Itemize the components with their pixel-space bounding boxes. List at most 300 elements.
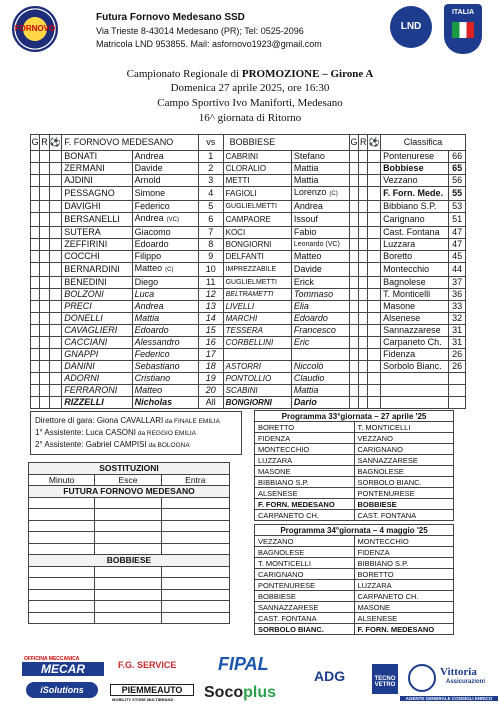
fixture-home: CARIGNANO bbox=[255, 569, 355, 580]
shirt-number: 17 bbox=[198, 349, 223, 361]
away-player-lastname: GUGLIELMETTI bbox=[223, 277, 291, 289]
away-goal-cell bbox=[349, 239, 358, 251]
away-player-firstname bbox=[291, 175, 349, 187]
standings-team: Bibbiano S.P. bbox=[381, 201, 449, 213]
home-player-lastname: ZERMANI bbox=[62, 163, 132, 175]
away-goal-cell bbox=[349, 151, 358, 163]
substitution-cell[interactable] bbox=[95, 566, 161, 578]
home-player-firstname-text: Davide bbox=[134, 163, 163, 173]
home-player-firstname bbox=[132, 163, 198, 175]
away-ball-cell bbox=[368, 373, 381, 385]
away-player-firstname-text: Claudio bbox=[293, 373, 325, 383]
fixture-away: BORETTO bbox=[354, 569, 454, 580]
sponsor-mecar-top: OFFICINA MECCANICA bbox=[24, 656, 80, 662]
fixture-away: BOBBIESE bbox=[354, 499, 454, 510]
home-goal-cell bbox=[31, 263, 40, 277]
away-player-firstname-text: Andrea bbox=[293, 201, 323, 211]
fixture-home: PONTENURESE bbox=[255, 580, 355, 591]
standings-points: 26 bbox=[449, 349, 466, 361]
away-goal-cell bbox=[349, 325, 358, 337]
standings-points: 56 bbox=[449, 175, 466, 187]
sponsor-adg: ADG bbox=[314, 668, 346, 684]
away-player-lastname: TESSERA bbox=[223, 325, 291, 337]
italia-logo: ITALIA bbox=[444, 4, 482, 54]
away-player-lastname: BONGIORNI bbox=[223, 239, 291, 251]
match-round: 16^ giornata di Ritorno bbox=[198, 112, 302, 124]
sponsor-tecnovetro: TECNO VETRO bbox=[372, 664, 398, 694]
fixture-row bbox=[255, 569, 454, 580]
away-player-firstname-text: Edoardo bbox=[293, 313, 328, 323]
substitution-cell[interactable] bbox=[161, 601, 229, 613]
home-goal-cell bbox=[31, 277, 40, 289]
home-card-cell bbox=[40, 151, 49, 163]
away-player-lastname: BELTRAMETTI bbox=[223, 289, 291, 301]
away-card-cell bbox=[359, 263, 368, 277]
substitution-cell[interactable] bbox=[29, 543, 95, 555]
shirt-number: 6 bbox=[198, 213, 223, 227]
away-player-lastname: FAGIOLI bbox=[223, 187, 291, 201]
away-card-cell bbox=[359, 175, 368, 187]
substitution-cell[interactable] bbox=[29, 509, 95, 521]
ball-icon: ⚽ bbox=[49, 135, 62, 151]
standings-points: 36 bbox=[449, 289, 466, 301]
substitution-cell[interactable] bbox=[161, 497, 229, 509]
fixture-home: BORETTO bbox=[255, 422, 355, 433]
match-date: Domenica 27 aprile 2025, ore 16:30 bbox=[170, 82, 330, 94]
home-card-cell bbox=[40, 251, 49, 263]
home-ball-cell bbox=[49, 263, 62, 277]
championship-title: Campionato Regionale di PROMOZIONE – Girone A bbox=[126, 68, 374, 80]
away-player-firstname-text: Eric bbox=[293, 337, 310, 347]
away-player-lastname: IMPREZZABILE bbox=[223, 263, 291, 277]
away-card-cell bbox=[359, 277, 368, 289]
substitution-cell[interactable] bbox=[161, 520, 229, 532]
away-goal-cell bbox=[349, 349, 358, 361]
standings-points: 33 bbox=[449, 301, 466, 313]
home-card-cell bbox=[40, 227, 49, 239]
substitution-cell[interactable] bbox=[161, 589, 229, 601]
home-player-firstname-text: Nicholas bbox=[134, 397, 173, 407]
fixture-home: SANNAZZARESE bbox=[255, 602, 355, 613]
home-card-cell bbox=[40, 301, 49, 313]
away-card-cell bbox=[359, 397, 368, 409]
home-card-cell bbox=[40, 213, 49, 227]
home-goal-cell bbox=[31, 187, 40, 201]
substitution-row bbox=[29, 589, 230, 601]
away-card-cell bbox=[359, 163, 368, 175]
lineup-row bbox=[31, 373, 466, 385]
home-player-firstname bbox=[132, 361, 198, 373]
home-ball-cell bbox=[49, 337, 62, 349]
substitution-cell[interactable] bbox=[95, 497, 161, 509]
away-ball-cell bbox=[368, 313, 381, 325]
away-player-lastname: PONTOLLIO bbox=[223, 373, 291, 385]
away-player-firstname-text: Elia bbox=[293, 301, 309, 311]
substitution-cell[interactable] bbox=[95, 601, 161, 613]
substitution-cell[interactable] bbox=[29, 497, 95, 509]
standings-points: 32 bbox=[449, 313, 466, 325]
home-player-firstname-text: Andrea bbox=[134, 151, 164, 161]
home-card-cell bbox=[40, 349, 49, 361]
shirt-number: 12 bbox=[198, 289, 223, 301]
fixture-row bbox=[255, 499, 454, 510]
shirt-number: 14 bbox=[198, 313, 223, 325]
fixture-home: BIBBIANO S.P. bbox=[255, 477, 355, 488]
home-goal-cell bbox=[31, 373, 40, 385]
home-goal-cell bbox=[31, 239, 40, 251]
away-goal-cell bbox=[349, 251, 358, 263]
fixture-away: T. MONTICELLI bbox=[354, 422, 454, 433]
home-goal-cell bbox=[31, 301, 40, 313]
home-ball-cell bbox=[49, 187, 62, 201]
away-player-lastname: MARCHI bbox=[223, 313, 291, 325]
standings-team: Fidenza bbox=[381, 349, 449, 361]
shirt-number: 20 bbox=[198, 385, 223, 397]
standings-team bbox=[381, 397, 449, 409]
away-player-firstname-text: Francesco bbox=[293, 325, 336, 335]
home-player-firstname-text: Edoardo bbox=[134, 325, 169, 335]
shirt-number: 1 bbox=[198, 151, 223, 163]
home-player-firstname bbox=[132, 263, 198, 277]
substitution-cell[interactable] bbox=[95, 543, 161, 555]
substitution-cell[interactable] bbox=[29, 589, 95, 601]
subs-home-team: FUTURA FORNOVO MEDESANO bbox=[29, 486, 230, 498]
home-player-firstname-text: Matteo bbox=[134, 385, 163, 395]
substitution-cell[interactable] bbox=[29, 601, 95, 613]
away-goal-cell bbox=[349, 175, 358, 187]
fixture-row bbox=[255, 455, 454, 466]
fixture-row bbox=[255, 580, 454, 591]
standings-points bbox=[449, 397, 466, 409]
col-goals: G bbox=[31, 135, 40, 151]
substitution-row bbox=[29, 612, 230, 624]
home-card-cell bbox=[40, 239, 49, 251]
col-cards-away: R bbox=[359, 135, 368, 151]
substitution-cell[interactable] bbox=[29, 566, 95, 578]
home-captain-tag: (VC) bbox=[166, 217, 179, 223]
fixture-home: T. MONTICELLI bbox=[255, 558, 355, 569]
fixture-row bbox=[255, 488, 454, 499]
away-player-firstname-text: Fabio bbox=[293, 227, 317, 237]
home-card-cell bbox=[40, 397, 49, 409]
substitution-cell[interactable] bbox=[29, 578, 95, 590]
home-card-cell bbox=[40, 163, 49, 175]
home-ball-cell bbox=[49, 373, 62, 385]
away-player-firstname bbox=[291, 373, 349, 385]
away-goal-cell bbox=[349, 289, 358, 301]
home-player-lastname: BENEDINI bbox=[62, 277, 132, 289]
home-player-firstname bbox=[132, 201, 198, 213]
lineup-row bbox=[31, 361, 466, 373]
home-player-firstname-text: Matteo bbox=[134, 263, 163, 273]
home-player-firstname-text: Filippo bbox=[134, 251, 162, 261]
home-goal-cell bbox=[31, 251, 40, 263]
substitution-row bbox=[29, 520, 230, 532]
shirt-number: 13 bbox=[198, 301, 223, 313]
fixture-row bbox=[255, 444, 454, 455]
letterhead bbox=[0, 0, 500, 60]
club-name: Futura Fornovo Medesano SSD bbox=[96, 12, 245, 23]
home-player-lastname: PRECI bbox=[62, 301, 132, 313]
lineup-table bbox=[30, 134, 466, 409]
shirt-number: 19 bbox=[198, 373, 223, 385]
standings-team: Cast. Fontana bbox=[381, 227, 449, 239]
fixture-row bbox=[255, 613, 454, 624]
home-ball-cell bbox=[49, 163, 62, 175]
away-player-firstname-text: Niccolò bbox=[293, 361, 324, 371]
lineup-row bbox=[31, 337, 466, 349]
home-player-lastname: BERNARDINI bbox=[62, 263, 132, 277]
home-card-cell bbox=[40, 201, 49, 213]
home-player-lastname: GNAPPI bbox=[62, 349, 132, 361]
home-card-cell bbox=[40, 289, 49, 301]
assistant1-line: 1° Assistente: Luca CASONI da REGGIO EMILIA bbox=[35, 428, 196, 437]
lnd-logo: LND bbox=[390, 6, 432, 48]
standings-points: 47 bbox=[449, 227, 466, 239]
home-goal-cell bbox=[31, 313, 40, 325]
fixture-home: LUZZARA bbox=[255, 455, 355, 466]
away-player-firstname-text: Davide bbox=[293, 264, 322, 274]
standings-team: Sorbolo Bianc. bbox=[381, 361, 449, 373]
home-player-firstname bbox=[132, 313, 198, 325]
fixture-away: BIBBIANO S.P. bbox=[354, 558, 454, 569]
home-ball-cell bbox=[49, 239, 62, 251]
away-card-cell bbox=[359, 213, 368, 227]
away-player-firstname bbox=[291, 239, 349, 251]
away-goal-cell bbox=[349, 187, 358, 201]
home-ball-cell bbox=[49, 349, 62, 361]
home-captain-tag: (C) bbox=[165, 267, 174, 273]
home-card-cell bbox=[40, 313, 49, 325]
home-player-firstname bbox=[132, 289, 198, 301]
col-cards: R bbox=[40, 135, 49, 151]
home-card-cell bbox=[40, 373, 49, 385]
away-card-cell bbox=[359, 239, 368, 251]
away-goal-cell bbox=[349, 263, 358, 277]
lineup-row bbox=[31, 301, 466, 313]
away-card-cell bbox=[359, 313, 368, 325]
away-player-firstname bbox=[291, 349, 349, 361]
fixture-row bbox=[255, 547, 454, 558]
away-player-firstname-text: Erick bbox=[293, 277, 314, 287]
home-ball-cell bbox=[49, 361, 62, 373]
substitution-cell[interactable] bbox=[95, 612, 161, 624]
home-player-firstname bbox=[132, 151, 198, 163]
home-goal-cell bbox=[31, 325, 40, 337]
away-player-firstname-text: Mattia bbox=[293, 385, 319, 395]
away-card-cell bbox=[359, 385, 368, 397]
standings-points: 51 bbox=[449, 213, 466, 227]
away-player-firstname-text: Issouf bbox=[293, 214, 318, 224]
lineup-row bbox=[31, 289, 466, 301]
standings-team: Carpaneto Ch. bbox=[381, 337, 449, 349]
fixture-home: ALSENESE bbox=[255, 488, 355, 499]
home-card-cell bbox=[40, 187, 49, 201]
lineup-row bbox=[31, 313, 466, 325]
club-address: Via Trieste 8-43014 Medesano (PR); Tel: 0525-2096 bbox=[96, 26, 304, 36]
away-player-lastname: CABRINI bbox=[223, 151, 291, 163]
away-card-cell bbox=[359, 301, 368, 313]
substitution-cell[interactable] bbox=[29, 612, 95, 624]
substitution-cell[interactable] bbox=[29, 532, 95, 544]
home-ball-cell bbox=[49, 397, 62, 409]
substitution-row bbox=[29, 578, 230, 590]
fixture-row bbox=[255, 433, 454, 444]
fixture-row bbox=[255, 477, 454, 488]
shirt-number: 10 bbox=[198, 263, 223, 277]
home-goal-cell bbox=[31, 289, 40, 301]
away-card-cell bbox=[359, 201, 368, 213]
fixture-away: FIDENZA bbox=[354, 547, 454, 558]
home-player-firstname-text: Giacomo bbox=[134, 227, 171, 237]
substitution-cell[interactable] bbox=[161, 612, 229, 624]
fixture-away: SORBOLO BIANC. bbox=[354, 477, 454, 488]
home-ball-cell bbox=[49, 385, 62, 397]
shirt-number: All bbox=[198, 397, 223, 409]
home-ball-cell bbox=[49, 301, 62, 313]
standings-points: 65 bbox=[449, 163, 466, 175]
home-player-firstname bbox=[132, 349, 198, 361]
away-card-cell bbox=[359, 361, 368, 373]
away-team-header: BOBBIESE bbox=[223, 135, 349, 151]
home-player-lastname: DAVIGHI bbox=[62, 201, 132, 213]
subs-away-team: BOBBIESE bbox=[29, 555, 230, 567]
program-34-table bbox=[254, 524, 454, 635]
standings-team: T. Monticelli bbox=[381, 289, 449, 301]
away-player-lastname: ASTORRI bbox=[223, 361, 291, 373]
fixture-home: VEZZANO bbox=[255, 536, 355, 547]
fixture-row bbox=[255, 624, 454, 635]
away-card-cell bbox=[359, 325, 368, 337]
home-player-firstname bbox=[132, 187, 198, 201]
shirt-number: 18 bbox=[198, 361, 223, 373]
standings-team: Boretto bbox=[381, 251, 449, 263]
sponsor-fipal: FIPAL bbox=[218, 654, 269, 674]
substitution-cell[interactable] bbox=[161, 532, 229, 544]
home-player-lastname: PESSAGNO bbox=[62, 187, 132, 201]
home-goal-cell bbox=[31, 163, 40, 175]
sponsor-vittoria-sub: Assicurazioni bbox=[446, 679, 486, 685]
home-player-firstname bbox=[132, 251, 198, 263]
substitution-cell[interactable] bbox=[161, 566, 229, 578]
fixture-away: CARPANETO CH. bbox=[354, 591, 454, 602]
fixture-away: MONTECCHIO bbox=[354, 536, 454, 547]
home-player-firstname-text: Edoardo bbox=[134, 239, 169, 249]
away-ball-cell bbox=[368, 175, 381, 187]
away-goal-cell bbox=[349, 213, 358, 227]
lineup-row bbox=[31, 151, 466, 163]
home-player-firstname bbox=[132, 301, 198, 313]
home-player-firstname bbox=[132, 385, 198, 397]
fixture-home: MONTECCHIO bbox=[255, 444, 355, 455]
away-goal-cell bbox=[349, 373, 358, 385]
shirt-number: 7 bbox=[198, 227, 223, 239]
lineup-row bbox=[31, 385, 466, 397]
away-goal-cell bbox=[349, 163, 358, 175]
sponsor-isolutions: iSolutions bbox=[26, 682, 98, 698]
fixture-away: ALSENESE bbox=[354, 613, 454, 624]
substitution-row bbox=[29, 532, 230, 544]
home-ball-cell bbox=[49, 151, 62, 163]
substitution-row bbox=[29, 509, 230, 521]
away-captain-tag: (C) bbox=[329, 191, 338, 197]
away-player-firstname bbox=[291, 313, 349, 325]
substitution-cell[interactable] bbox=[161, 543, 229, 555]
lineup-row bbox=[31, 349, 466, 361]
shirt-number: 15 bbox=[198, 325, 223, 337]
home-ball-cell bbox=[49, 227, 62, 239]
shirt-number: 5 bbox=[198, 201, 223, 213]
away-goal-cell bbox=[349, 337, 358, 349]
substitution-cell[interactable] bbox=[95, 532, 161, 544]
standings-points: 45 bbox=[449, 251, 466, 263]
home-player-lastname: RIZZELLI bbox=[62, 397, 132, 409]
shirt-number: 2 bbox=[198, 163, 223, 175]
away-player-firstname bbox=[291, 151, 349, 163]
fixture-row bbox=[255, 510, 454, 521]
substitution-cell[interactable] bbox=[161, 578, 229, 590]
substitution-cell[interactable] bbox=[95, 578, 161, 590]
standings-team bbox=[381, 373, 449, 385]
away-ball-cell bbox=[368, 163, 381, 175]
lineup-row bbox=[31, 325, 466, 337]
away-player-firstname bbox=[291, 213, 349, 227]
home-player-firstname bbox=[132, 373, 198, 385]
home-player-firstname-text: Alessandro bbox=[134, 337, 180, 347]
home-player-firstname-text: Andrea bbox=[134, 213, 164, 223]
sponsor-vittoria-agency: AGENTE GENERALE CONSIGLI ENRICO bbox=[400, 696, 498, 701]
away-player-firstname-text: Stefano bbox=[293, 151, 325, 161]
standings-points: 37 bbox=[449, 277, 466, 289]
standings-points: 47 bbox=[449, 239, 466, 251]
away-player-firstname-text: Mattia bbox=[293, 163, 319, 173]
match-venue: Campo Sportivo Ivo Maniforti, Medesano bbox=[157, 97, 343, 109]
home-player-firstname-text: Mattia bbox=[134, 313, 160, 323]
substitution-cell[interactable] bbox=[95, 520, 161, 532]
home-ball-cell bbox=[49, 213, 62, 227]
away-ball-cell bbox=[368, 187, 381, 201]
away-player-lastname: CAMPAORE bbox=[223, 213, 291, 227]
home-player-lastname: FERRARONI bbox=[62, 385, 132, 397]
fixture-row bbox=[255, 536, 454, 547]
col-in: Entra bbox=[161, 474, 229, 486]
home-player-firstname bbox=[132, 239, 198, 251]
home-ball-cell bbox=[49, 175, 62, 187]
sponsor-mecar: MECAR bbox=[22, 662, 104, 676]
standings-team: Alsenese bbox=[381, 313, 449, 325]
away-player-lastname: LIVELLI bbox=[223, 301, 291, 313]
home-ball-cell bbox=[49, 201, 62, 213]
away-ball-cell bbox=[368, 213, 381, 227]
fixture-away: SANNAZZARESE bbox=[354, 455, 454, 466]
substitution-cell[interactable] bbox=[95, 509, 161, 521]
substitution-cell[interactable] bbox=[29, 520, 95, 532]
away-player-firstname bbox=[291, 251, 349, 263]
home-player-lastname: AJDINI bbox=[62, 175, 132, 187]
home-player-firstname-text: Federico bbox=[134, 201, 170, 211]
away-goal-cell bbox=[349, 201, 358, 213]
fixture-row bbox=[255, 558, 454, 569]
home-player-firstname-text: Federico bbox=[134, 349, 170, 359]
substitution-cell[interactable] bbox=[161, 509, 229, 521]
substitution-row bbox=[29, 543, 230, 555]
away-player-lastname: BONGIORNI bbox=[223, 397, 291, 409]
substitution-cell[interactable] bbox=[95, 589, 161, 601]
away-player-firstname-text: Matteo bbox=[293, 251, 322, 261]
home-goal-cell bbox=[31, 385, 40, 397]
standings-points bbox=[449, 385, 466, 397]
home-player-firstname-text: Sebastiano bbox=[134, 361, 180, 371]
